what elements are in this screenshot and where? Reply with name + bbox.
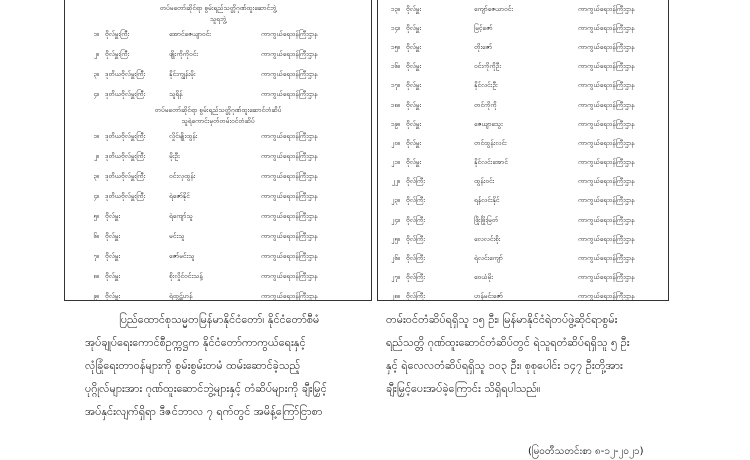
award-org: ကာကွယ်ရေးဝန်ကြီးဌာန	[578, 196, 635, 205]
award-name: တင်ထွန်းလင်း	[474, 138, 507, 147]
award-name: ဇော်မင်းသူ	[169, 252, 195, 260]
award-org: ကာကွယ်ရေးဝန်ကြီးဌာန	[578, 158, 635, 167]
award-row	[378, 192, 668, 211]
award-rank: ဗိုလ်မှူး	[406, 23, 422, 32]
article-line: ရည်သတ္တိ ဂုဏ်ထူးဆောင်တံဆိပ်တွင် ရဲသူရတံဆိပ်ရရှိသူ ၅ ဦး	[386, 336, 630, 349]
award-name: ရဲကျော်သူ	[169, 212, 193, 220]
award-no: ၈။	[93, 272, 99, 280]
award-no: ၂။	[93, 50, 99, 58]
award-no: ၁၅။	[390, 42, 400, 51]
award-org: ကာကွယ်ရေးဝန်ကြီးဌာန	[578, 81, 635, 90]
award-name: ဝင်းကိုကိုဦး	[474, 62, 501, 71]
award-name: တင်ကိုကို	[474, 100, 497, 109]
award-org: ကာကွယ်ရေးဝန်ကြီးဌာန	[261, 272, 318, 280]
award-row	[378, 134, 668, 153]
award-no: ၁၇။	[390, 81, 400, 90]
award-org: ကာကွယ်ရေးဝန်ကြီးဌာန	[578, 292, 635, 301]
award-name: ရဲဇော်နိုင်	[169, 192, 190, 200]
award-rank: ဗိုလ်မှူး	[406, 42, 422, 51]
award-name: လှိုင်မျိုးထွန်း	[169, 132, 198, 140]
award-org: ကာကွယ်ရေးဝန်ကြီးဌာန	[261, 292, 318, 300]
award-rank: ဗိုလ်မှူး	[406, 4, 422, 13]
award-rank: ဗိုလ်မှူးကြီး	[105, 50, 130, 58]
award-name: ကျော်ဇေယာဝင်း	[474, 4, 513, 13]
award-org: ကာကွယ်ရေးဝန်ကြီးဌာန	[578, 42, 635, 51]
award-no: ၂၆။	[391, 254, 400, 263]
left-award-list-panel	[64, 0, 372, 301]
award-rank: ဗိုလ်မှူး	[105, 212, 121, 220]
award-row	[65, 127, 371, 147]
award-row	[65, 287, 371, 301]
award-row	[378, 77, 668, 96]
award-rank: ဗိုလ်မှူး	[105, 272, 121, 280]
award-org: ကာကွယ်ရေးဝန်ကြီးဌာန	[578, 254, 635, 263]
award-rank: ဗိုလ်မှူး	[406, 81, 422, 90]
award-row	[378, 96, 668, 115]
award-name: ရဲထွဋ်ဟန်	[169, 292, 193, 300]
award-rank: ဗိုလ်ကြီး	[406, 254, 425, 263]
source-citation: (မြဝတီသတင်းစာ ၈-၁၂-၂၀၂၁)	[528, 446, 644, 457]
award-name: သူရိန်	[169, 90, 183, 98]
article-line: အုပ်ချုပ်ရေးကောင်စီဥက္ကဋ္ဌက နိုင်ငံတော်ကာကွယ်ရေးနှင့်	[85, 336, 306, 349]
award-row	[65, 65, 371, 85]
award-row	[378, 211, 668, 230]
award-rank: ဒုတိယဗိုလ်မှူးကြီး	[105, 192, 146, 200]
award-org: ကာကွယ်ရေးဝန်ကြီးဌာန	[261, 50, 318, 58]
award-name: မင်းသူ	[169, 232, 185, 240]
article-line: ပုဂ္ဂိုလ်များအား ဂုဏ်ထူးဆောင်ဘွဲ့များနှင့် တံဆိပ်များကို ချီးမြှင့်	[85, 382, 327, 395]
award-org: ကာကွယ်ရေးဝန်ကြီးဌာန	[261, 30, 318, 38]
award-group-2	[65, 127, 371, 301]
award-org: ကာကွယ်ရေးဝန်ကြီးဌာန	[261, 172, 318, 180]
award-row	[378, 115, 668, 134]
award-org: ကာကွယ်ရေးဝန်ကြီးဌာန	[261, 192, 318, 200]
award-org: ကာကွယ်ရေးဝန်ကြီးဌာန	[578, 234, 635, 243]
award-row	[65, 147, 371, 167]
award-no: ၃။	[93, 70, 99, 78]
award-name: နိုင်လင်းအောင်	[474, 158, 508, 167]
award-org: ကာကွယ်ရေးဝန်ကြီးဌာန	[578, 177, 635, 186]
award-no: ၁၄။	[390, 23, 400, 32]
right-award-list-panel	[377, 0, 669, 301]
award-no: ၂၄။	[391, 215, 400, 224]
award-name: အောင်ဇေယျာဝင်း	[169, 30, 211, 38]
award-name: တိုးဇော်	[474, 42, 493, 51]
award-rank: ဗိုလ်မှူး	[105, 252, 121, 260]
award-rank: ဗိုလ်ကြီး	[406, 292, 425, 301]
award-name: နိုင်လင်းဦး	[474, 81, 498, 90]
article-line: ချီးမြှင့်ပေးအပ်ခဲ့ကြောင်း သိရှိရပါသည်။	[386, 382, 541, 395]
award-no: ၂၇။	[391, 273, 400, 282]
award-group-1	[65, 25, 371, 105]
award-rank: ဒုတိယဗိုလ်မှူးကြီး	[105, 70, 146, 78]
award-rank: ဒုတိယဗိုလ်မှူးကြီး	[105, 90, 146, 98]
award-no: ၉။	[93, 292, 99, 300]
award-no: ၆။	[93, 232, 99, 240]
award-row	[65, 187, 371, 207]
award-row	[65, 247, 371, 267]
award-rank: ဗိုလ်ကြီး	[406, 215, 425, 224]
award-name: မြင့်ဇော်	[474, 23, 493, 32]
award-name: လေလင်းစိုး	[474, 234, 501, 243]
award-rank: ဗိုလ်ကြီး	[406, 196, 425, 205]
award-no: ၄။	[93, 192, 99, 200]
award-row	[65, 45, 371, 65]
award-name: ဇေယျာသွေး	[474, 119, 503, 128]
award-org: ကာကွယ်ရေးဝန်ကြီးဌာန	[578, 4, 635, 13]
award-org: ကာကွယ်ရေးဝန်ကြီးဌာန	[261, 232, 318, 240]
award-no: ၁၈။	[390, 100, 400, 109]
award-rank: ဗိုလ်ကြီး	[406, 234, 425, 243]
award-rank: ဗိုလ်မှူး	[105, 292, 121, 300]
award-org: ကာကွယ်ရေးဝန်ကြီးဌာန	[578, 23, 635, 32]
award-no: ၁၉။	[390, 119, 400, 128]
award-org: ကာကွယ်ရေးဝန်ကြီးဌာန	[578, 119, 635, 128]
award-rank: ဗိုလ်ကြီး	[406, 177, 425, 186]
award-org: ကာကွယ်ရေးဝန်ကြီးဌာန	[261, 152, 318, 160]
award-rank: ဗိုလ်မှူးကြီး	[105, 30, 130, 38]
award-no: ၂၅။	[391, 234, 400, 243]
award-org: ကာကွယ်ရေးဝန်ကြီးဌာန	[578, 215, 635, 224]
award-name: ရန်လင်းနိုင်	[474, 196, 500, 205]
award-heading-2: တပ်မတော်ဆိုင်ရာ စွမ်းရည်သတ္တိဂုဏ်ထူးဆောင်တံဆိပ်	[154, 106, 282, 114]
award-no: ၁၆။	[390, 62, 400, 71]
award-rank: ဗိုလ်မှူး	[406, 62, 422, 71]
award-name: ထွန်းဝင်း	[474, 177, 495, 186]
award-name: ဝင်းလှထွန်း	[169, 172, 196, 180]
award-no: ၁။	[93, 132, 99, 140]
award-rank: ဒုတိယဗိုလ်မှူးကြီး	[105, 132, 146, 140]
award-row	[65, 25, 371, 45]
award-no: ၂။	[93, 152, 99, 160]
award-row	[65, 267, 371, 287]
award-no: ၂၈။	[391, 292, 400, 301]
award-heading-1: တပ်မတော်ဆိုင်ရာ စွမ်းရည်သတ္တိဂုဏ်ထူးဆောင်ဘွဲ့	[159, 4, 277, 12]
award-no: ၁၃။	[390, 4, 400, 13]
award-row	[378, 230, 668, 249]
award-rank: ဗိုလ်ကြီး	[406, 273, 425, 282]
award-row	[65, 85, 371, 105]
article-line: လုံခြုံရေးတာဝန်များကို စွမ်းစွမ်းတမံ ထမ်းဆောင်ခဲ့သည့်	[85, 359, 301, 372]
award-no: ၂၂။	[391, 177, 400, 186]
award-no: ၅။	[93, 212, 99, 220]
award-org: ကာကွယ်ရေးဝန်ကြီးဌာန	[261, 252, 318, 260]
award-row	[378, 269, 668, 288]
award-row	[378, 249, 668, 268]
award-row	[65, 167, 371, 187]
award-no: ၂၃။	[391, 196, 400, 205]
award-name: စိုးလှိုင်ဝင်းသန့်	[169, 272, 203, 280]
award-heading-2-sub: သူရဲကောင်းမှတ်တမ်းဝင်တံဆိပ်	[181, 117, 255, 125]
award-rank: ဒုတိယဗိုလ်မှူးကြီး	[105, 152, 146, 160]
award-rank: ဒုတိယဗိုလ်မှူးကြီး	[105, 172, 146, 180]
award-row	[378, 154, 668, 173]
award-name: နိုင်းကျွန်းမိုး	[169, 70, 196, 78]
award-row	[378, 58, 668, 77]
award-name: ရဲလင်းကျော်	[474, 254, 503, 263]
award-no: ၄။	[93, 90, 99, 98]
article-line: ပြည်ထောင်စုသမ္မတမြန်မာနိုင်ငံတော်၊ နိုင်ငံတော်စီမံ	[119, 313, 320, 326]
award-group-continued	[378, 0, 668, 301]
award-no: ၂၀။	[391, 138, 400, 147]
award-row	[378, 0, 668, 19]
article-line: တမ်းဝင်တံဆိပ်ရရှိသူ ၁၅ ဦး၊ မြန်မာနိုင်ငံရဲတပ်ဖွဲ့ဆိုင်ရာစွမ်း	[386, 313, 618, 326]
award-rank: ဗိုလ်မှူး	[406, 119, 422, 128]
award-rank: ဗိုလ်မှူး	[406, 158, 422, 167]
award-no: ၂၁။	[391, 158, 400, 167]
award-org: ကာကွယ်ရေးဝန်ကြီးဌာန	[578, 138, 635, 147]
award-rank: ဗိုလ်မှူး	[406, 138, 422, 147]
award-org: ကာကွယ်ရေးဝန်ကြီးဌာန	[261, 70, 318, 78]
award-org: ကာကွယ်ရေးဝန်ကြီးဌာန	[578, 62, 635, 71]
award-org: ကာကွယ်ရေးဝန်ကြီးဌာန	[578, 273, 635, 282]
award-name: ဖျိုးကိုကိုဝင်း	[169, 50, 198, 58]
award-no: ၇။	[93, 252, 99, 260]
article-line: အပ်နှင်းလျက်ရှိရာ ဒီဇင်ဘာလ ၇ ရက်တွင် အမိန့်ကြော်ငြာစာ	[85, 405, 323, 418]
award-row	[65, 227, 371, 247]
award-no: ၁။	[93, 30, 99, 38]
award-no: ၃။	[93, 172, 99, 180]
award-row	[378, 38, 668, 57]
award-name: ဝေယံမိုး	[474, 273, 493, 282]
award-row	[378, 173, 668, 192]
award-name: မိုးဦး	[169, 152, 180, 160]
article-left-column	[85, 308, 375, 423]
award-rank: ဗိုလ်မှူး	[406, 100, 422, 109]
award-org: ကာကွယ်ရေးဝန်ကြီးဌာန	[261, 90, 318, 98]
award-name: ဟန်မင်းဇော်	[474, 292, 503, 301]
article-line: နှင့် ရဲလေလတံဆိပ်ရရှိသူ ၁၀၃ ဦး၊ စုစုပေါင်း ၁၄၇ ဦးတို့အား	[386, 359, 623, 372]
award-row	[65, 207, 371, 227]
award-org: ကာကွယ်ရေးဝန်ကြီးဌာန	[261, 132, 318, 140]
article-right-column	[386, 308, 686, 400]
award-org: ကာကွယ်ရေးဝန်ကြီးဌာန	[261, 212, 318, 220]
award-row	[378, 19, 668, 38]
award-row	[378, 288, 668, 301]
award-name: ဖြိုးဖြိုးမြတ်	[474, 215, 499, 224]
award-rank: ဗိုလ်မှူး	[105, 232, 121, 240]
award-org: ကာကွယ်ရေးဝန်ကြီးဌာန	[578, 100, 635, 109]
award-heading-1-sub: သူရဘွဲ့	[209, 15, 227, 23]
